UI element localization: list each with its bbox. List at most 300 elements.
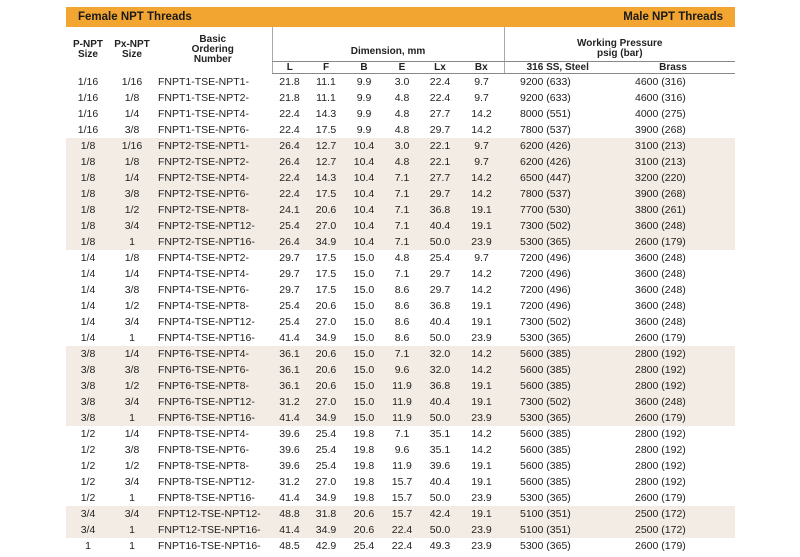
pressure-ss-steel-cell: 7300 (502) [504,394,611,410]
px-npt-size-cell: 3/8 [124,284,140,296]
p-npt-size-cell: 1/4 [80,252,96,264]
dim-l-cell: 26.4 [272,154,307,170]
pressure-ss-steel-cell: 5100 (351) [504,506,611,522]
pressure-brass-cell: 2600 (179) [635,540,686,552]
ordering-number-cell: FNPT1-TSE-NPT4- [158,108,250,120]
dim-e-cell: 4.8 [394,92,410,104]
p-npt-size-cell: 1/4 [80,284,96,296]
dim-l-header: L [272,62,307,74]
pressure-brass-cell: 2600 (179) [635,492,686,504]
dim-e-cell: 15.7 [391,492,413,504]
dim-bx-cell: 14.2 [471,284,492,296]
dim-e-cell: 7.1 [383,218,421,234]
ordering-number-cell: FNPT12-TSE-NPT16- [154,522,272,538]
dim-lx-cell: 40.4 [429,476,451,488]
px-npt-size-cell: 3/4 [110,506,154,522]
pressure-brass-cell: 2800 (192) [635,444,686,456]
pressure-ss-steel-cell: 7200 (496) [520,300,571,312]
dim-b-cell: 25.4 [353,540,375,552]
dim-l-cell: 24.1 [272,202,307,218]
ordering-number-cell: FNPT2-TSE-NPT8- [154,202,272,218]
pressure-ss-steel-cell: 7300 (502) [520,316,571,328]
dim-e-cell: 7.1 [394,268,410,280]
dim-f-cell: 11.1 [316,76,336,88]
dim-l-cell: 22.4 [272,186,307,202]
dim-l-cell: 36.1 [272,362,307,378]
dim-bx-cell: 23.9 [459,522,504,538]
dim-bx-cell: 14.2 [471,444,492,456]
dim-b-cell: 15.0 [353,332,375,344]
dim-b-cell: 10.4 [345,170,383,186]
pressure-brass-cell: 2600 (179) [611,410,735,426]
p-npt-size-cell: 1/8 [66,218,110,234]
pressure-brass-cell: 2800 (192) [635,460,686,472]
p-npt-size-cell: 1/8 [66,202,110,218]
dim-f-cell: 20.6 [307,362,345,378]
p-npt-size-cell: 3/4 [66,522,110,538]
dim-f-cell: 27.0 [315,476,337,488]
ordering-number-cell: FNPT2-TSE-NPT4- [154,170,272,186]
px-npt-size-cell: 1/4 [124,428,140,440]
px-npt-size-cell: 1 [110,522,154,538]
dim-e-cell: 11.9 [383,378,421,394]
p-npt-size-cell: 1/4 [80,300,96,312]
px-npt-size-cell: 1/4 [124,108,140,120]
dim-lx-cell: 50.0 [421,234,459,250]
dim-b-cell: 15.0 [353,284,375,296]
ordering-number-cell: FNPT1-TSE-NPT2- [158,92,250,104]
dimension-header: Dimension, mm [272,27,504,62]
dim-e-cell: 15.7 [383,506,421,522]
dim-e-cell: 11.9 [392,460,412,472]
dim-b-cell: 15.0 [353,252,375,264]
dim-lx-cell: 39.6 [429,460,451,472]
table-row [66,218,735,234]
dim-f-cell: 14.3 [307,170,345,186]
dim-f-cell: 17.5 [315,252,337,264]
dim-l-cell: 21.8 [279,76,300,88]
dim-bx-cell: 14.2 [471,268,492,280]
ordering-number-cell: FNPT8-TSE-NPT8- [158,460,250,472]
dim-l-cell: 39.6 [279,444,300,456]
dim-l-cell: 48.5 [279,540,300,552]
female-npt-threads-title: Female NPT Threads [78,11,192,23]
dim-bx-cell: 14.2 [459,186,504,202]
pressure-ss-steel-cell: 6500 (447) [504,170,611,186]
table-row [66,74,735,91]
ordering-number-cell: FNPT6-TSE-NPT4- [154,346,272,362]
pressure-brass-cell: 3900 (268) [611,186,735,202]
dim-l-cell: 41.4 [272,410,307,426]
dim-bx-cell: 23.9 [471,332,492,344]
dim-lx-cell: 32.0 [421,362,459,378]
dim-l-cell: 36.1 [272,378,307,394]
dim-e-cell: 4.8 [383,154,421,170]
dim-lx-cell: 42.4 [421,506,459,522]
dim-bx-cell: 19.1 [471,300,492,312]
dim-lx-cell: 40.4 [429,316,451,328]
ordering-number-cell: FNPT1-TSE-NPT1- [158,75,250,88]
dim-e-cell: 7.1 [383,186,421,202]
dim-bx-cell: 14.2 [459,170,504,186]
table-row [66,506,735,522]
pressure-ss-steel-cell: 5600 (385) [520,476,571,488]
dim-l-cell: 25.4 [272,218,307,234]
pressure-brass-cell: 4000 (275) [635,108,686,120]
dim-e-cell: 4.8 [394,252,410,264]
dim-b-cell: 10.4 [345,154,383,170]
ordering-number-cell: FNPT4-TSE-NPT12- [158,316,255,328]
p-npt-size-cell: 1/8 [66,138,110,154]
dim-f-cell: 20.6 [307,378,345,394]
dim-l-cell: 39.6 [279,460,300,472]
pressure-ss-steel-cell: 5100 (351) [504,522,611,538]
dim-lx-cell: 35.1 [429,444,451,456]
pressure-ss-steel-cell: 7300 (502) [504,218,611,234]
dim-b-cell: 20.6 [345,506,383,522]
pressure-ss-steel-cell: 7800 (537) [520,124,571,136]
dim-f-cell: 27.0 [315,316,337,328]
dim-e-cell: 15.7 [391,476,413,488]
pressure-ss-steel-cell: 7800 (537) [504,186,611,202]
dim-e-cell: 9.6 [383,362,421,378]
dim-e-cell: 9.6 [394,444,410,456]
ordering-number-cell: FNPT6-TSE-NPT8- [154,378,272,394]
px-npt-size-cell: 3/4 [110,394,154,410]
dim-e-cell: 8.6 [394,284,410,296]
dim-l-cell: 22.4 [272,170,307,186]
dim-lx-cell: 35.1 [429,428,451,440]
table-row [66,298,735,314]
dim-lx-cell: 50.0 [429,492,451,504]
brass-header: Brass [611,62,735,74]
p-npt-size-header: P-NPT Size [73,39,103,61]
pressure-ss-steel-cell: 5600 (385) [520,444,571,456]
dim-lx-cell: 25.4 [429,252,451,264]
dim-f-cell: 12.7 [307,138,345,154]
dim-b-cell: 10.4 [345,234,383,250]
dim-bx-cell: 23.9 [471,492,492,504]
dim-f-cell: 11.1 [316,92,336,104]
dim-b-cell: 19.8 [353,460,375,472]
p-npt-size-cell: 1/4 [80,316,96,328]
dim-lx-cell: 29.7 [429,268,451,280]
px-npt-size-cell: 3/4 [110,218,154,234]
table-row [66,426,735,442]
p-npt-size-cell: 1/16 [77,124,99,136]
dim-f-cell: 27.0 [307,394,345,410]
dim-bx-cell: 19.1 [471,476,492,488]
pressure-ss-steel-cell: 5600 (385) [520,428,571,440]
px-npt-size-cell: 1 [129,540,135,552]
table-row [66,474,735,490]
pressure-ss-steel-cell: 5600 (385) [520,460,571,472]
px-npt-size-header: Px-NPT Size [114,39,150,61]
dim-bx-cell: 19.1 [459,378,504,394]
pressure-brass-cell: 2800 (192) [635,428,686,440]
pressure-ss-steel-cell: 5300 (365) [520,492,571,504]
dim-bx-cell: 23.9 [459,410,504,426]
dim-f-header: F [307,62,345,74]
pressure-brass-cell: 2500 (172) [611,506,735,522]
dim-lx-cell: 49.3 [429,540,451,552]
dim-b-cell: 10.4 [345,218,383,234]
dim-bx-cell: 19.1 [459,218,504,234]
px-npt-size-cell: 1 [129,332,135,344]
dim-f-cell: 34.9 [315,492,337,504]
ss-steel-header: 316 SS, Steel [504,62,611,74]
dim-e-cell: 11.9 [383,394,421,410]
ordering-number-cell: FNPT2-TSE-NPT12- [154,218,272,234]
pressure-brass-cell: 2800 (192) [611,346,735,362]
p-npt-size-cell: 1 [85,540,91,552]
dim-l-cell: 25.4 [279,300,300,312]
px-npt-size-cell: 1/8 [124,92,140,104]
px-npt-size-cell: 3/8 [124,124,140,136]
dim-l-cell: 31.2 [272,394,307,410]
dim-f-cell: 20.6 [307,202,345,218]
pressure-ss-steel-cell: 7200 (496) [520,252,571,264]
table-row [66,122,735,138]
table-body [66,74,735,555]
dim-lx-header: Lx [421,62,459,74]
dim-e-cell: 7.1 [383,202,421,218]
dim-lx-cell: 50.0 [421,522,459,538]
dim-lx-cell: 27.7 [429,108,451,120]
pressure-ss-steel-cell: 9200 (633) [520,76,571,88]
ordering-number-header: Basic Ordering Number [191,34,234,66]
dim-e-cell: 7.1 [383,234,421,250]
ordering-number-cell: FNPT6-TSE-NPT16- [154,410,272,426]
table-row [66,538,735,554]
table-row [66,410,735,426]
dim-lx-cell: 22.1 [421,138,459,154]
pressure-ss-steel-cell: 5600 (385) [504,362,611,378]
dim-lx-cell: 29.7 [421,186,459,202]
dim-f-cell: 27.0 [307,218,345,234]
px-npt-size-cell: 1/16 [110,138,154,154]
table-row [66,170,735,186]
dim-bx-cell: 19.1 [459,202,504,218]
dim-e-cell: 11.9 [383,410,421,426]
fittings-spec-sheet [66,7,735,554]
pressure-brass-cell: 3100 (213) [611,138,735,154]
dim-f-cell: 34.9 [315,332,337,344]
dim-bx-cell: 9.7 [459,154,504,170]
p-npt-size-cell: 3/8 [66,410,110,426]
dim-f-cell: 20.6 [315,300,337,312]
pressure-brass-cell: 2500 (172) [611,522,735,538]
ordering-number-cell: FNPT4-TSE-NPT8- [158,300,250,312]
px-npt-size-cell: 3/4 [124,476,140,488]
px-npt-size-cell: 1/2 [124,460,140,472]
ordering-number-cell: FNPT8-TSE-NPT6- [158,444,250,456]
dim-f-cell: 25.4 [315,444,337,456]
dim-e-cell: 22.4 [383,522,421,538]
pressure-brass-cell: 2800 (192) [635,476,686,488]
dim-f-cell: 34.9 [307,522,345,538]
px-npt-size-cell: 1/4 [110,170,154,186]
dim-b-cell: 20.6 [345,522,383,538]
dim-bx-cell: 9.7 [474,92,489,104]
pressure-brass-cell: 3600 (248) [611,218,735,234]
dim-bx-cell: 19.1 [471,460,492,472]
dim-bx-cell: 14.2 [459,362,504,378]
dim-e-cell: 7.1 [383,170,421,186]
table-row [66,394,735,410]
p-npt-size-cell: 1/8 [66,234,110,250]
px-npt-size-cell: 3/8 [110,186,154,202]
dim-l-cell: 22.4 [279,124,300,136]
ordering-number-cell: FNPT6-TSE-NPT12- [154,394,272,410]
dim-e-header: E [383,62,421,74]
dim-l-cell: 26.4 [272,234,307,250]
dim-f-cell: 25.4 [315,428,337,440]
dim-lx-cell: 50.0 [421,410,459,426]
dim-e-cell: 4.8 [394,108,410,120]
pressure-ss-steel-cell: 5600 (385) [504,346,611,362]
dim-l-cell: 41.4 [279,332,300,344]
pressure-brass-cell: 3100 (213) [611,154,735,170]
pressure-brass-cell: 3600 (248) [635,268,686,280]
px-npt-size-cell: 1/4 [110,346,154,362]
ordering-number-cell: FNPT4-TSE-NPT4- [158,268,250,280]
dim-e-cell: 7.1 [394,428,410,440]
table-row [66,362,735,378]
px-npt-size-cell: 1/2 [110,378,154,394]
pressure-brass-cell: 2600 (179) [635,332,686,344]
dim-bx-cell: 9.7 [474,76,489,88]
p-npt-size-cell: 1/4 [80,332,96,344]
ordering-number-cell: FNPT1-TSE-NPT6- [158,124,250,136]
dim-l-cell: 29.7 [279,284,300,296]
dim-f-cell: 14.3 [315,108,337,120]
pressure-ss-steel-cell: 7700 (530) [504,202,611,218]
table-row [66,346,735,362]
pressure-ss-steel-cell: 7200 (496) [520,268,571,280]
pressure-ss-steel-cell: 9200 (633) [520,92,571,104]
pressure-brass-cell: 2800 (192) [611,378,735,394]
px-npt-size-cell: 1/8 [124,252,140,264]
px-npt-size-cell: 1 [110,234,154,250]
dim-l-cell: 39.6 [279,428,300,440]
p-npt-size-cell: 1/8 [66,186,110,202]
pressure-ss-steel-cell: 6200 (426) [504,138,611,154]
pressure-brass-cell: 2600 (179) [611,234,735,250]
dim-bx-cell: 19.1 [459,506,504,522]
dim-lx-cell: 22.4 [429,76,451,88]
ordering-number-cell: FNPT12-TSE-NPT12- [154,506,272,522]
dim-bx-cell: 23.9 [471,540,492,552]
dim-l-cell: 41.4 [279,492,300,504]
ordering-number-cell: FNPT2-TSE-NPT16- [154,234,272,250]
p-npt-size-cell: 1/16 [77,108,99,120]
table-row [66,154,735,170]
dim-l-cell: 25.4 [279,316,300,328]
dim-l-cell: 36.1 [272,346,307,362]
dim-lx-cell: 22.1 [421,154,459,170]
specifications-table [66,27,735,554]
dim-b-cell: 9.9 [356,108,372,120]
dim-f-cell: 17.5 [315,124,337,136]
dim-b-cell: 10.4 [345,186,383,202]
pressure-brass-cell: 3600 (248) [635,316,686,328]
dim-bx-cell: 19.1 [459,394,504,410]
dim-b-cell: 9.9 [356,124,372,136]
header-banner [66,7,735,27]
dim-bx-cell: 9.7 [459,138,504,154]
p-npt-size-cell: 1/4 [80,268,96,280]
dim-bx-cell: 14.2 [471,428,492,440]
px-npt-size-cell: 1 [110,410,154,426]
pressure-brass-cell: 3600 (248) [635,284,686,296]
pressure-brass-cell: 3200 (220) [611,170,735,186]
pressure-ss-steel-cell: 7200 (496) [520,284,571,296]
ordering-number-cell: FNPT16-TSE-NPT16- [158,540,261,552]
dim-f-cell: 17.5 [307,186,345,202]
dim-f-cell: 20.6 [307,346,345,362]
dim-b-cell: 15.0 [345,362,383,378]
table-row [66,522,735,538]
dim-lx-cell: 22.4 [429,92,451,104]
table-row [66,442,735,458]
dim-l-cell: 21.8 [279,92,300,104]
ordering-number-cell: FNPT2-TSE-NPT2- [154,154,272,170]
dim-b-cell: 15.0 [345,410,383,426]
ordering-number-cell: FNPT2-TSE-NPT6- [154,186,272,202]
dim-b-cell: 10.4 [345,138,383,154]
p-npt-size-cell: 1/8 [66,170,110,186]
dim-f-cell: 17.5 [315,268,337,280]
table-row [66,186,735,202]
dim-bx-cell: 14.2 [471,108,492,120]
pressure-brass-cell: 3600 (248) [611,394,735,410]
p-npt-size-cell: 3/4 [66,506,110,522]
table-row [66,266,735,282]
male-npt-threads-title: Male NPT Threads [623,11,723,23]
p-npt-size-cell: 1/2 [80,476,96,488]
dim-lx-cell: 27.7 [421,170,459,186]
dim-e-cell: 7.1 [383,346,421,362]
ordering-number-cell: FNPT8-TSE-NPT16- [158,492,255,504]
dim-b-cell: 15.0 [353,268,375,280]
dim-bx-cell: 14.2 [459,346,504,362]
p-npt-size-cell: 1/2 [80,492,96,504]
dim-b-cell: 15.0 [345,394,383,410]
table-row [66,90,735,106]
ordering-number-cell: FNPT4-TSE-NPT16- [158,332,255,344]
dim-bx-cell: 23.9 [459,234,504,250]
table-row [66,138,735,154]
table-row [66,202,735,218]
px-npt-size-cell: 1/8 [110,154,154,170]
px-npt-size-cell: 3/8 [110,362,154,378]
pressure-ss-steel-cell: 5300 (365) [504,410,611,426]
dim-l-cell: 41.4 [272,522,307,538]
table-row [66,490,735,506]
p-npt-size-cell: 3/8 [66,378,110,394]
dim-b-header: B [345,62,383,74]
p-npt-size-cell: 3/8 [66,346,110,362]
dim-e-cell: 8.6 [394,300,410,312]
pressure-brass-cell: 3600 (248) [635,252,686,264]
pressure-ss-steel-cell: 8000 (551) [520,108,571,120]
p-npt-size-cell: 1/2 [80,444,96,456]
table-row [66,234,735,250]
dim-lx-cell: 40.4 [421,218,459,234]
table-row [66,314,735,330]
px-npt-size-cell: 3/4 [124,316,140,328]
